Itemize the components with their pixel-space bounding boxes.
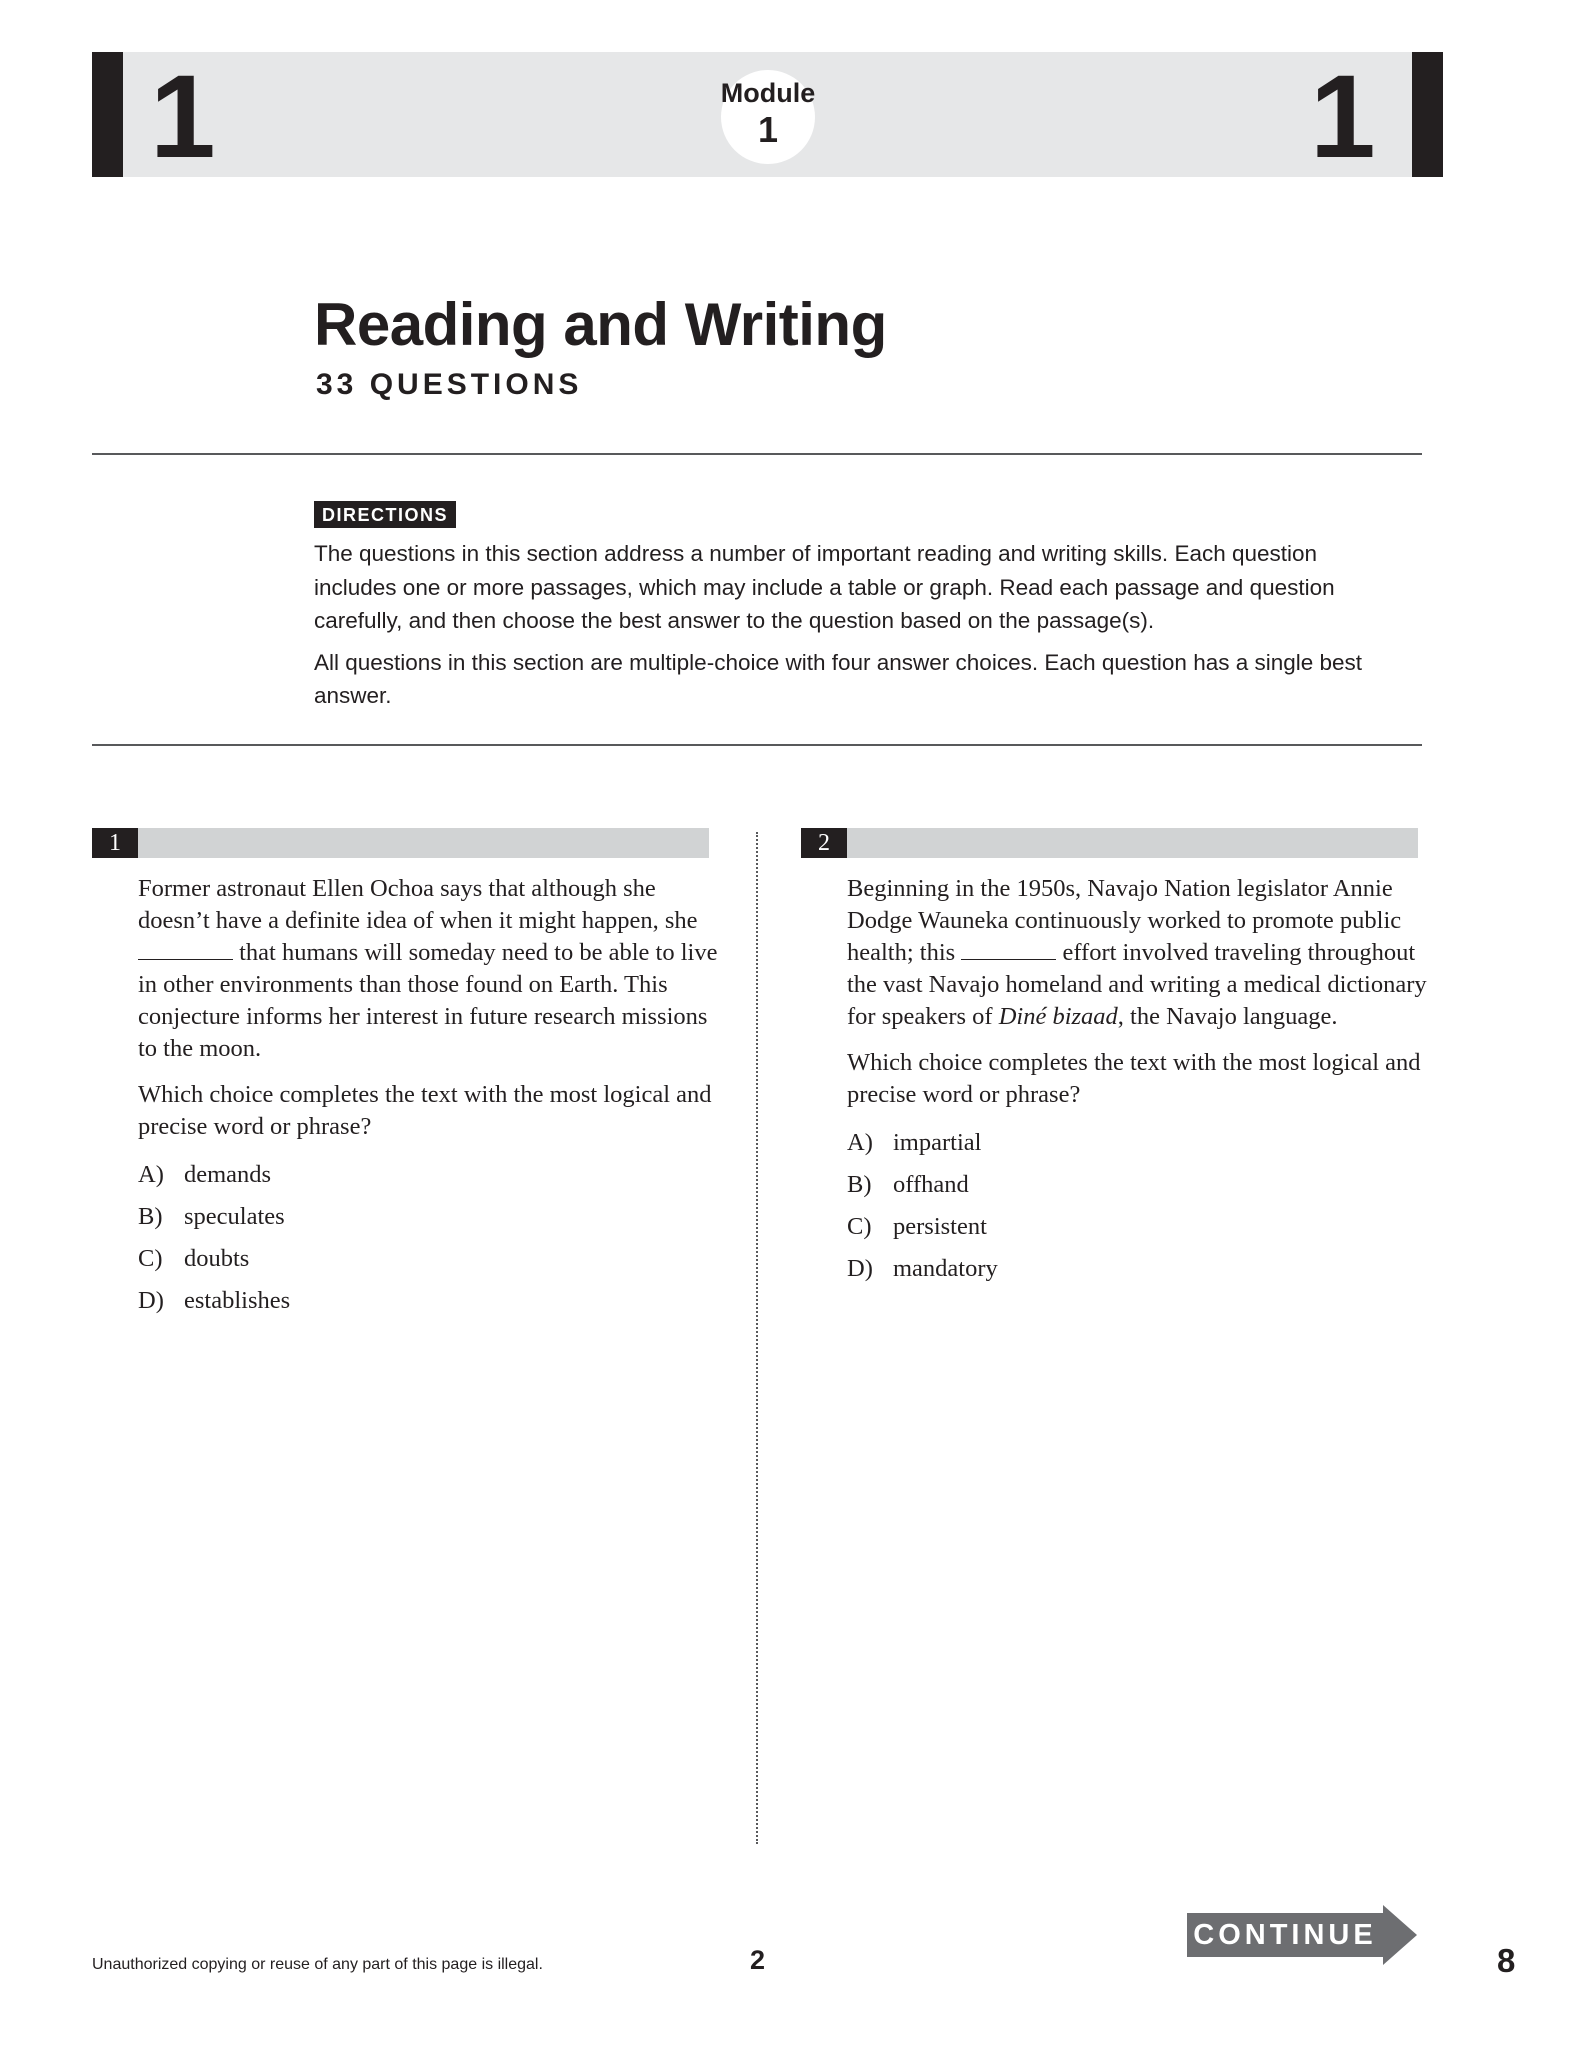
- question-2: [847, 873, 1427, 1295]
- choice-letter: D): [138, 1287, 164, 1314]
- passage-italic-term: Diné bizaad: [998, 1003, 1118, 1030]
- choice-letter: C): [847, 1213, 872, 1240]
- folio-number: 8: [1497, 1942, 1516, 1979]
- question-count: 33 QUESTIONS: [316, 368, 583, 401]
- choice-letter: B): [847, 1171, 872, 1198]
- column-divider: [756, 832, 758, 1844]
- answer-blank: [138, 939, 233, 960]
- page-title: Reading and Writing: [314, 291, 887, 358]
- module-label: Module: [720, 78, 816, 108]
- answer-blank: [961, 939, 1056, 960]
- choice-text: mandatory: [893, 1255, 998, 1282]
- module-number: 1: [757, 109, 779, 150]
- choice-c[interactable]: [847, 1211, 1427, 1253]
- directions-badge: DIRECTIONS: [314, 501, 456, 528]
- question-1-number: 1: [92, 828, 138, 858]
- choice-text: demands: [184, 1161, 272, 1188]
- choice-text: persistent: [893, 1213, 987, 1240]
- passage-text: effort involved traveling throughout the vast Navajo homeland and writing a medical dictionary for speakers of: [847, 939, 1427, 1030]
- choice-c[interactable]: [138, 1243, 718, 1285]
- directions-text: [314, 537, 1364, 721]
- continue-label: CONTINUE: [1193, 1919, 1377, 1951]
- question-2-passage: [847, 873, 1427, 1033]
- divider-bottom: [92, 744, 1422, 746]
- choice-letter: D): [847, 1255, 873, 1282]
- choice-text: impartial: [893, 1129, 982, 1156]
- question-1-passage: [138, 873, 718, 1065]
- choice-text: offhand: [893, 1171, 969, 1198]
- section-number-right: 1: [1310, 51, 1374, 183]
- choice-text: establishes: [184, 1287, 291, 1314]
- directions-paragraph: The questions in this section address a number of important reading and writing skills. Each question includes one or more passages, which may include a table or graph. Read each passage and question carefully, and then choose the best answer to the question based on the passage(s).: [314, 541, 1335, 633]
- question-1-choices: [138, 1159, 718, 1327]
- choice-letter: A): [138, 1161, 164, 1188]
- question-2-number: 2: [801, 828, 847, 858]
- question-2-prompt: Which choice completes the text with the most logical and precise word or phrase?: [847, 1049, 1421, 1108]
- divider-top: [92, 453, 1422, 455]
- choice-a[interactable]: [847, 1127, 1427, 1169]
- choice-text: doubts: [184, 1245, 250, 1272]
- left-edge-bar: [92, 52, 123, 177]
- question-2-choices: [847, 1127, 1427, 1295]
- passage-text: Former astronaut Ellen Ochoa says that although she doesn’t have a definite idea of when it might happen, she: [138, 875, 698, 934]
- choice-text: speculates: [184, 1203, 285, 1230]
- choice-a[interactable]: [138, 1159, 718, 1201]
- question-2-header-bar: [801, 828, 1418, 858]
- choice-b[interactable]: [138, 1201, 718, 1243]
- question-1: [138, 873, 718, 1327]
- passage-text: , the Navajo language.: [1117, 1003, 1338, 1030]
- directions-paragraph: All questions in this section are multiple-choice with four answer choices. Each question has a single best answer.: [314, 649, 1363, 708]
- question-1-header-bar: [92, 828, 709, 858]
- copyright-note: Unauthorized copying or reuse of any part of this page is illegal.: [92, 1956, 543, 1973]
- choice-d[interactable]: [138, 1285, 718, 1327]
- choice-letter: C): [138, 1245, 163, 1272]
- choice-letter: A): [847, 1129, 873, 1156]
- choice-letter: B): [138, 1203, 163, 1230]
- passage-text: that humans will someday need to be able to live in other environments than those found on Earth. This conjecture informs her interest in future research missions to the moon.: [138, 939, 718, 1062]
- section-number-left: 1: [150, 51, 214, 183]
- page-number: 2: [750, 1945, 766, 1975]
- choice-b[interactable]: [847, 1169, 1427, 1211]
- choice-d[interactable]: [847, 1253, 1427, 1295]
- passage-text: Beginning in the 1950s, Navajo Nation legislator Annie Dodge Wauneka continuously worked to promote public health; this: [847, 875, 1402, 966]
- right-edge-bar: [1412, 52, 1443, 177]
- question-1-prompt: Which choice completes the text with the most logical and precise word or phrase?: [138, 1081, 712, 1140]
